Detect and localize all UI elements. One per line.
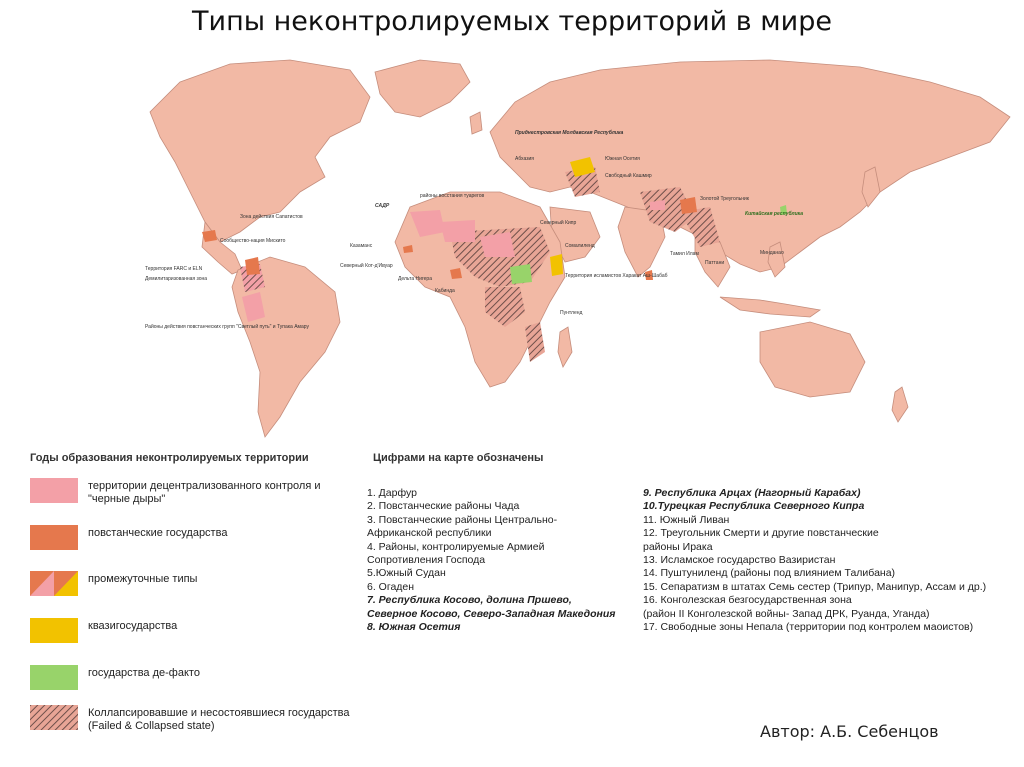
- number-entry: 12. Треугольник Смерти и другие повстанческие районы Ирака: [643, 527, 879, 553]
- legend-item-de-facto: [30, 665, 350, 699]
- greenland-shape: [375, 60, 470, 117]
- world-map-svg: [120, 42, 1020, 442]
- mozambique-collapsed: [525, 322, 545, 362]
- label-tamil-eelam: Тамил Илам: [670, 251, 699, 257]
- legend-item-intermediate: [30, 571, 350, 605]
- numbers-title: Цифрами на карте обозначены: [373, 452, 544, 464]
- legend-label-de-facto: государства де-факто: [88, 667, 200, 679]
- legend-item-insurgent: [30, 525, 350, 559]
- number-entry: 13. Исламское государство Вазиристан: [643, 554, 836, 567]
- number-entry: 6. Огаден: [367, 580, 415, 593]
- label-sadr: САДР: [375, 203, 390, 209]
- label-abkhazia: Абхазия: [515, 156, 534, 162]
- label-shining-path: Районы действия повстанческих групп "Светлый путь" и Тупака Амару: [145, 324, 309, 330]
- label-demilitarized: Демилитаризованная зона: [145, 276, 208, 282]
- label-pattani: Паттани: [705, 260, 725, 266]
- label-north-ivory: Северный Кот-д'Ивуар: [340, 263, 393, 269]
- label-farc: Территория FARC и ELN: [145, 266, 203, 272]
- number-entry: 5.Южный Судан: [367, 567, 446, 580]
- uk-shape: [470, 112, 482, 134]
- swatch-intermediate: [30, 571, 78, 596]
- number-entry: 8. Южная Осетия: [367, 621, 461, 634]
- niger-delta-orange: [450, 268, 462, 279]
- madagascar-shape: [558, 327, 572, 367]
- legend-label-collapsed: Коллапсировавшие и несостоявшиеся государства (Failed & Collapsed state): [88, 707, 350, 732]
- legend-title: Годы образования неконтролируемых территории: [30, 452, 309, 464]
- label-chinese-republic: Китайская республика: [745, 211, 804, 217]
- numbers-col-1: [367, 487, 632, 634]
- number-entry: 11. Южный Ливан: [643, 513, 730, 526]
- legend-label-quasi: квазигосударства: [88, 620, 178, 632]
- legend-item-decentralized: [30, 478, 350, 512]
- number-entry: 7. Республика Косово, долина Пршево, Северное Косово, Северо-Западная Македония: [367, 594, 616, 620]
- label-niger-delta: Дельта Нигера: [398, 276, 432, 282]
- swatch-insurgent: [30, 525, 78, 550]
- legend-item-collapsed: [30, 705, 350, 739]
- world-map: [120, 42, 1020, 442]
- number-entry: 3. Повстанческие районы Центрально- Африканской республики: [367, 513, 558, 540]
- label-casamance: Казаманс: [350, 243, 373, 249]
- legend-label-intermediate: промежуточные типы: [88, 573, 198, 585]
- legend-label-insurgent: повстанческие государства: [88, 527, 228, 539]
- label-golden-triangle: Золотой Треугольник: [700, 196, 749, 202]
- number-entry: 17. Свободные зоны Непала (территории под контролем маоистов): [643, 621, 974, 634]
- label-rebel-areas: районы восстания туарегов: [420, 193, 485, 199]
- swatch-collapsed: [30, 705, 78, 730]
- india-northeast-orange: [680, 197, 697, 214]
- farc-orange: [245, 257, 260, 275]
- label-misquito: Сообщество-нация Мискито: [220, 238, 286, 244]
- label-transnistria: Приднестровская Молдавская Республика: [515, 130, 624, 136]
- number-entry: 2. Повстанческие районы Чада: [367, 500, 520, 513]
- label-mindanao: Минданао: [760, 250, 784, 256]
- south-sudan-green: [510, 264, 532, 284]
- number-entry: 4. Районы, контролируемые Армией Сопротивления Господа: [367, 540, 545, 567]
- label-cabinda: Кабинда: [435, 288, 455, 294]
- swatch-decentralized: [30, 478, 78, 503]
- label-somaliland: Сомалиленд: [565, 243, 595, 249]
- new-zealand-shape: [892, 387, 908, 422]
- number-entry: 1. Дарфур: [367, 487, 417, 499]
- label-zapatista: Зона действия Сапатистов: [240, 214, 303, 220]
- number-entry: 16. Конголезская безгосударственная зона (район II Конголезской войны- Запад ДРК, Руанда, Уганда): [643, 594, 930, 620]
- page-title: Типы неконтролируемых территорий в мире: [192, 6, 832, 37]
- swatch-de-facto: [30, 665, 78, 690]
- number-entry: 15. Сепаратизм в штатах Семь сестер (Трипур, Манипур, Ассам и др.): [643, 580, 987, 593]
- label-south-ossetia: Южная Осетия: [605, 156, 640, 162]
- author-credit: Автор: А.Б. Себенцов: [760, 722, 939, 741]
- number-entry: 14. Пуштуниленд (районы под влиянием Талибана): [643, 567, 896, 580]
- label-free-kashmir: Свободный Кашмир: [605, 173, 652, 179]
- somalia-yellow: [550, 254, 563, 276]
- numbers-col-2: [643, 487, 1015, 634]
- legend-label-decentralized: территории децентрализованного контроля и "черные дыры": [88, 480, 321, 505]
- label-somali-islamists: Территория исламистов Харакат Аш-Шабаб: [565, 273, 668, 279]
- australia-shape: [760, 322, 865, 397]
- swatch-quasi: [30, 618, 78, 643]
- label-north-cyprus: Северный Кипр: [540, 220, 577, 226]
- indonesia-shape: [720, 297, 820, 317]
- number-entry: 9. Республика Арцах (Нагорный Карабах): [643, 487, 861, 499]
- label-puntland: Пунтленд: [560, 310, 583, 316]
- mali-pink: [440, 220, 475, 242]
- legend-item-quasi: [30, 618, 350, 652]
- number-entry: 10.Турецкая Республика Северного Кипра: [643, 500, 865, 513]
